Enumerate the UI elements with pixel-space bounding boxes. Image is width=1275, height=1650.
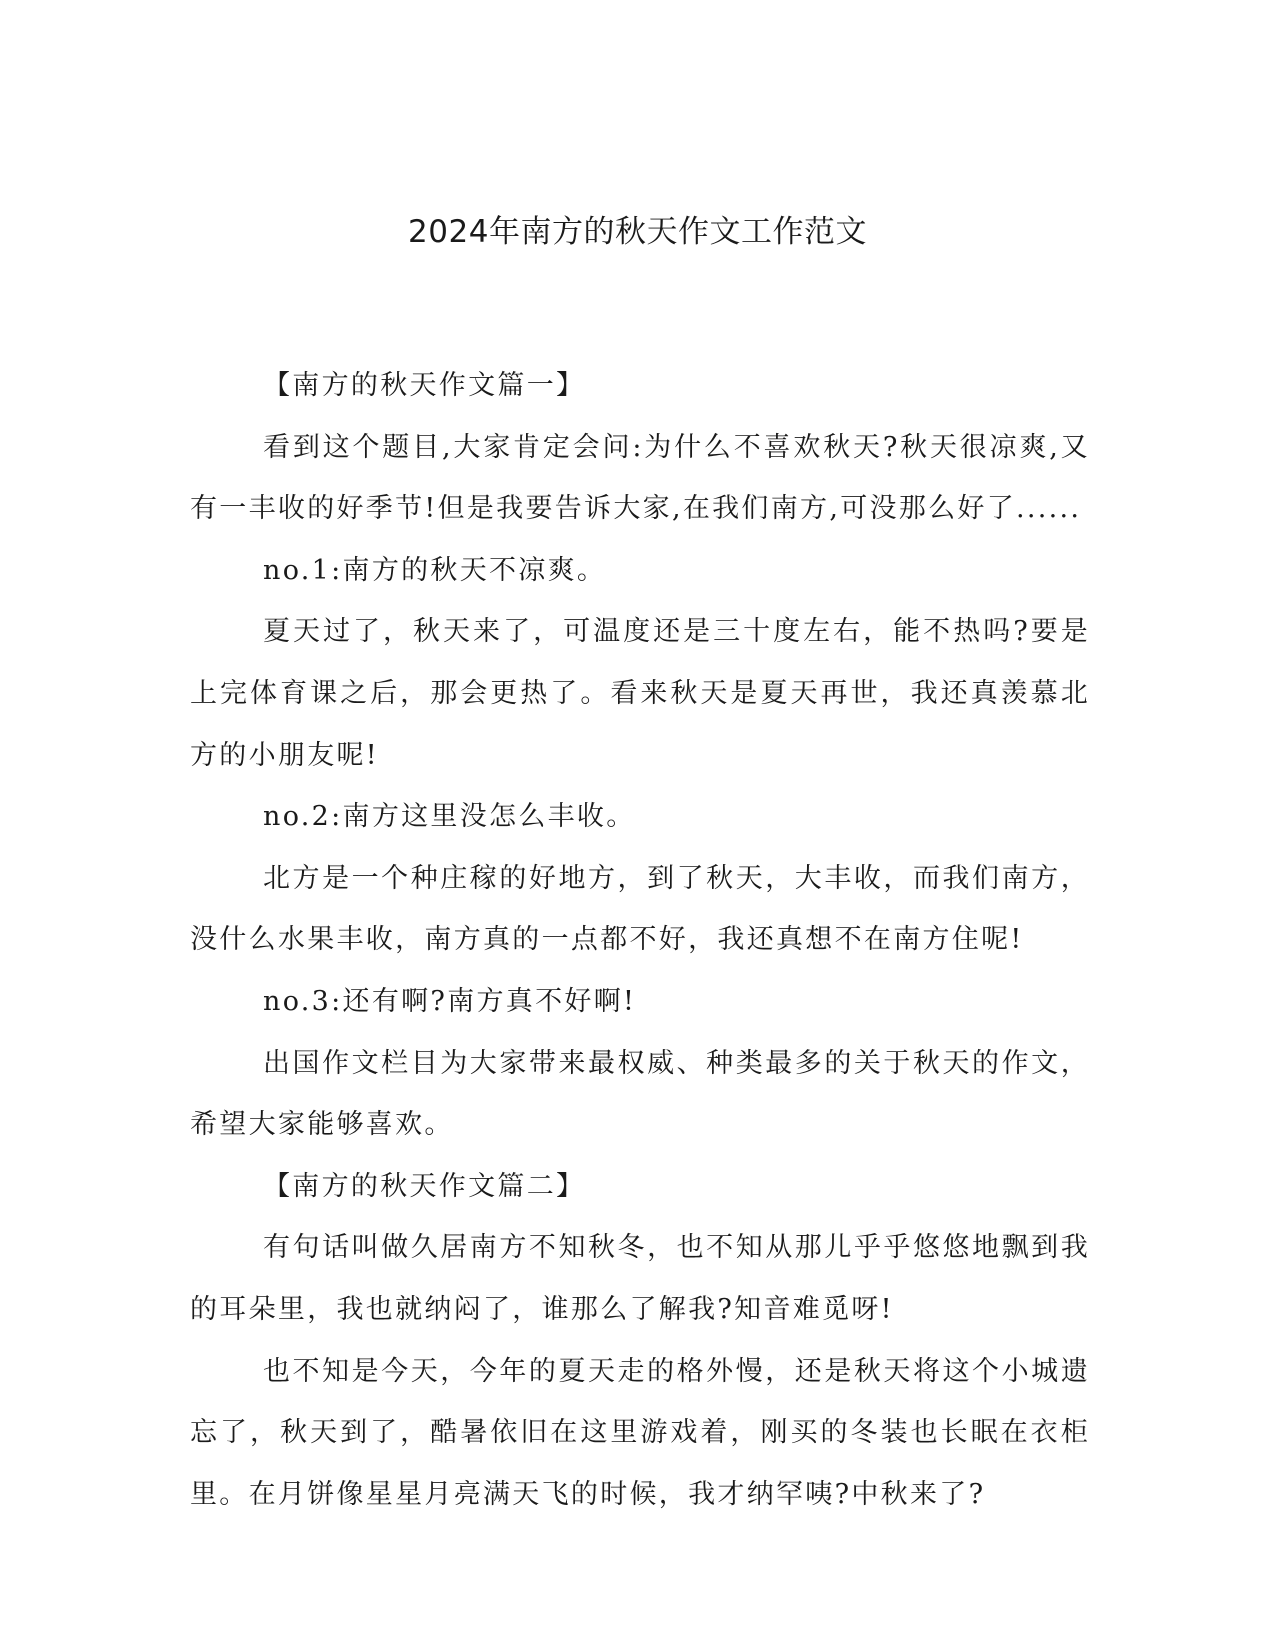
section-heading-1: 【南方的秋天作文篇一】 (263, 370, 586, 401)
point-heading-2: no.2:南方这里没怎么丰收。 (263, 801, 636, 833)
section-heading-2: 【南方的秋天作文篇二】 (263, 1170, 586, 1202)
paragraph: 出国作文栏目为大家带来最权威、种类最多的关于秋天的作文，希望大家能够喜欢。 (190, 1047, 1090, 1141)
document-title: 2024年南方的秋天作文工作范文 (408, 214, 867, 250)
paragraph: 也不知是今天，今年的夏天走的格外慢，还是秋天将这个小城遗忘了，秋天到了，酷暑依旧在这里游戏着，刚买的冬装也长眠在衣柜里。在月饼像星星月亮满天飞的时候，我才纳罕咦?中秋来了? (190, 1355, 1090, 1510)
point-heading-1: no.1:南方的秋天不凉爽。 (263, 554, 607, 586)
paragraph: 夏天过了，秋天来了，可温度还是三十度左右，能不热吗?要是上完体育课之后，那会更热了。看来秋天是夏天再世，我还真羡慕北方的小朋友呢! (190, 616, 1090, 771)
document-body (190, 355, 1090, 1525)
paragraph: 看到这个题目,大家肯定会问:为什么不喜欢秋天?秋天很凉爽,又有一丰收的好季节!但是我要告诉大家,在我们南方,可没那么好了...... (190, 431, 1090, 525)
paragraph: 有句话叫做久居南方不知秋冬，也不知从那儿乎乎悠悠地飘到我的耳朵里，我也就纳闷了，谁那么了解我?知音难觅呀! (190, 1232, 1090, 1325)
paragraph: 北方是一个种庄稼的好地方，到了秋天，大丰收，而我们南方，没什么水果丰收，南方真的一点都不好，我还真想不在南方住呢! (190, 862, 1090, 956)
point-heading-3: no.3:还有啊?南方真不好啊! (263, 985, 637, 1017)
